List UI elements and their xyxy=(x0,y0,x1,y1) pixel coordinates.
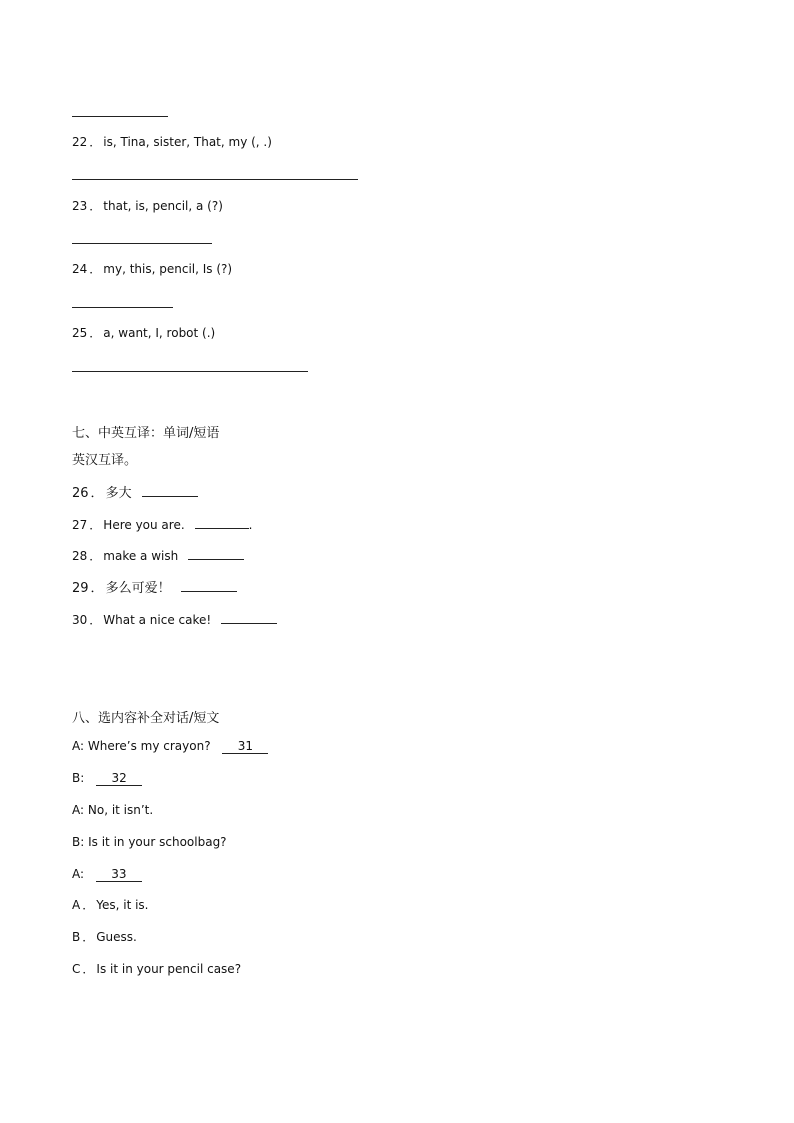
question-number: 24 xyxy=(72,262,88,276)
question-number: 25 xyxy=(72,326,88,340)
dialogue-line-3 xyxy=(72,802,153,818)
speaker-label: A: xyxy=(72,867,85,881)
separator: ． xyxy=(90,581,104,596)
dialogue-line-2 xyxy=(72,770,142,786)
question-text: 多大 xyxy=(105,486,132,501)
section-7-instruction: 英汉互译。 xyxy=(72,453,138,468)
separator: ． xyxy=(89,613,102,627)
option-text: Guess. xyxy=(96,930,137,944)
answer-blank-29[interactable] xyxy=(181,579,237,592)
answer-blank-30[interactable] xyxy=(221,611,277,624)
dialogue-text: Where’s my crayon? xyxy=(87,739,211,753)
separator: ． xyxy=(89,135,102,149)
question-23 xyxy=(72,198,223,214)
speaker-label: B: xyxy=(72,835,85,849)
answer-blank-31[interactable]: 31 xyxy=(222,739,268,754)
answer-line-24[interactable] xyxy=(72,307,173,308)
separator: ． xyxy=(89,549,102,563)
question-24 xyxy=(72,261,232,277)
question-text: my, this, pencil, Is (?) xyxy=(103,262,233,276)
answer-blank-26[interactable] xyxy=(142,484,198,497)
speaker-label: A: xyxy=(72,803,85,817)
option-letter: C xyxy=(72,962,81,976)
question-26 xyxy=(72,484,198,502)
separator: ． xyxy=(82,930,95,944)
option-a xyxy=(72,897,149,913)
option-letter: A xyxy=(72,898,81,912)
dialogue-line-5 xyxy=(72,866,142,882)
question-text: that, is, pencil, a (?) xyxy=(103,199,223,213)
separator: ． xyxy=(82,962,95,976)
dialogue-text: No, it isn’t. xyxy=(87,803,154,817)
option-b xyxy=(72,929,137,945)
question-number: 27 xyxy=(72,518,88,532)
answer-line-25[interactable] xyxy=(72,371,308,372)
answer-line-21[interactable] xyxy=(72,116,168,117)
question-number: 26 xyxy=(72,486,89,501)
separator: ． xyxy=(90,486,104,501)
answer-line-23[interactable] xyxy=(72,243,212,244)
question-28 xyxy=(72,547,244,564)
trailing-period: . xyxy=(248,518,253,532)
option-letter: B xyxy=(72,930,81,944)
question-29 xyxy=(72,579,237,597)
speaker-label: B: xyxy=(72,771,85,785)
answer-blank-33[interactable]: 33 xyxy=(96,867,142,882)
option-text: Is it in your pencil case? xyxy=(96,962,242,976)
separator: ． xyxy=(82,898,95,912)
separator: ． xyxy=(89,518,102,532)
answer-blank-32[interactable]: 32 xyxy=(96,771,142,786)
question-number: 28 xyxy=(72,549,88,563)
answer-line-22[interactable] xyxy=(72,179,358,180)
question-text: a, want, I, robot (.) xyxy=(103,326,216,340)
dialogue-text: Is it in your schoolbag? xyxy=(88,835,227,849)
option-text: Yes, it is. xyxy=(96,898,149,912)
answer-blank-27[interactable] xyxy=(195,516,249,529)
question-25 xyxy=(72,325,215,341)
section-8-title: 八、选内容补全对话/短文 xyxy=(72,711,220,726)
question-30 xyxy=(72,611,277,628)
question-text: is, Tina, sister, That, my (, .) xyxy=(103,135,272,149)
question-number: 30 xyxy=(72,613,88,627)
option-c xyxy=(72,961,241,977)
section-7-title: 七、中英互译：单词/短语 xyxy=(72,426,220,441)
question-text: make a wish xyxy=(103,549,179,563)
speaker-label: A: xyxy=(72,739,85,753)
question-number: 29 xyxy=(72,581,89,596)
separator: ． xyxy=(89,262,102,276)
separator: ． xyxy=(89,199,102,213)
question-text: What a nice cake! xyxy=(103,613,212,627)
question-27 xyxy=(72,516,252,533)
question-text: Here you are. xyxy=(103,518,185,532)
question-number: 23 xyxy=(72,199,88,213)
dialogue-line-1 xyxy=(72,738,268,754)
question-number: 22 xyxy=(72,135,88,149)
dialogue-line-4 xyxy=(72,834,227,850)
separator: ． xyxy=(89,326,102,340)
answer-blank-28[interactable] xyxy=(188,547,244,560)
question-22 xyxy=(72,134,272,150)
question-text: 多么可爱！ xyxy=(105,581,171,596)
